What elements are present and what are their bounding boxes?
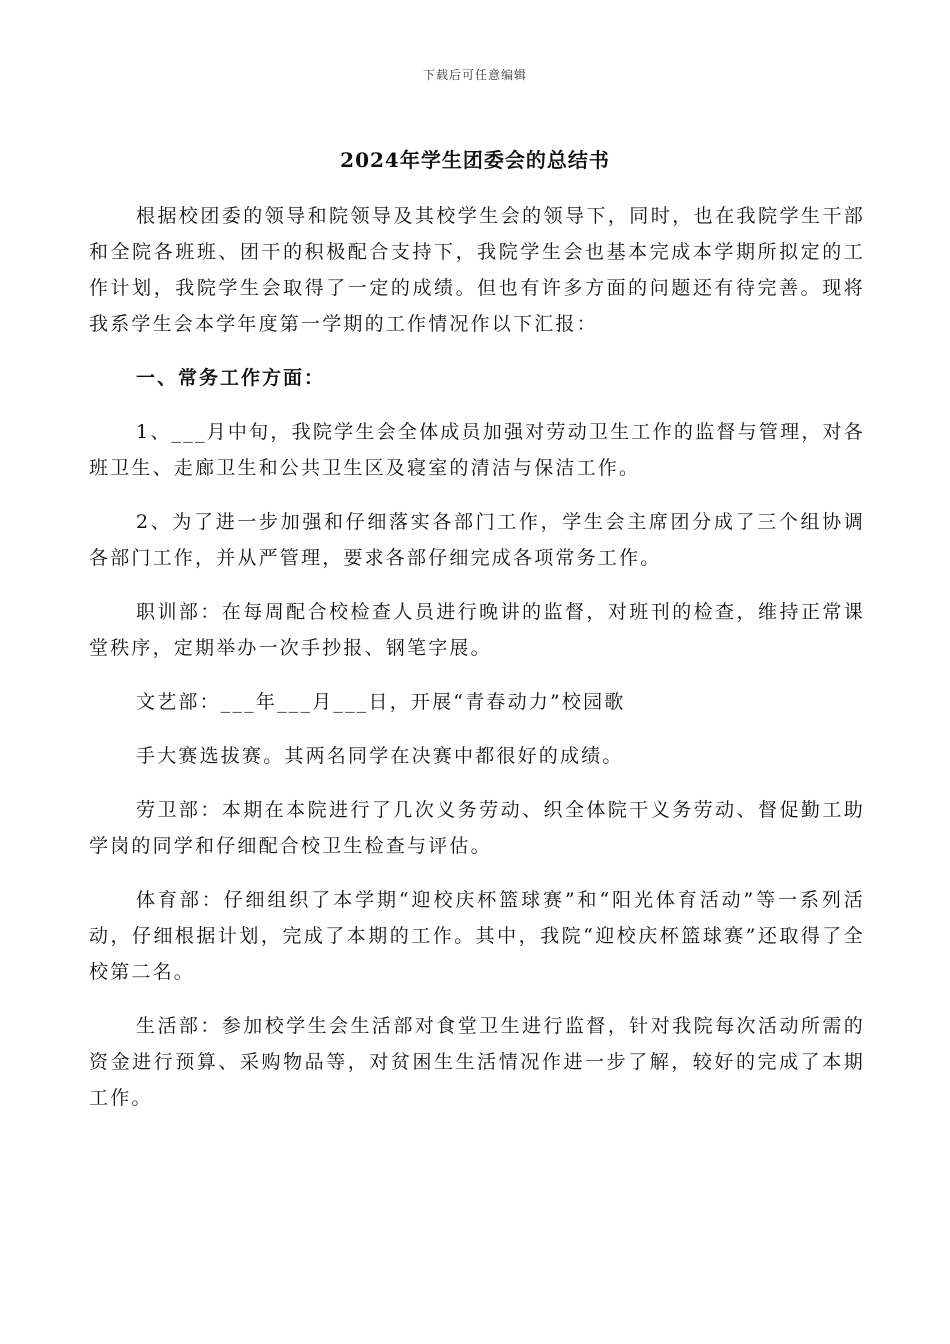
life-dept-paragraph: 生活部：参加校学生会生活部对食堂卫生进行监督，针对我院每次活动所需的资金进行预算、采购物品等，对贫困生生活情况作进一步了解，较好的完成了本期工作。 bbox=[89, 1015, 865, 1109]
document-body bbox=[89, 198, 865, 1134]
item-2-paragraph: 2、为了进一步加强和仔细落实各部门工作，学生会主席团分成了三个组协调各部门工作，并从严管理，要求各部仔细完成各项常务工作。 bbox=[89, 511, 865, 569]
item-1-paragraph: 1、___月中旬，我院学生会全体成员加强对劳动卫生工作的监督与管理，对各班卫生、走廊卫生和公共卫生区及寝室的清洁与保洁工作。 bbox=[89, 421, 865, 479]
sports-dept-paragraph: 体育部：仔细组织了本学期“迎校庆杯篮球赛”和“阳光体育活动”等一系列活动，仔细根据计划，完成了本期的工作。其中，我院“迎校庆杯篮球赛”还取得了全校第二名。 bbox=[89, 889, 865, 983]
header-note: 下载后可任意编辑 bbox=[422, 68, 527, 82]
training-dept-paragraph: 职训部：在每周配合校检查人员进行晚讲的监督，对班刊的检查，维持正常课堂秩序，定期举办一次手抄报、钢笔字展。 bbox=[89, 601, 865, 659]
document-title: 2024年学生团委会的总结书 bbox=[340, 148, 610, 172]
section-heading-routine-work: 一、常务工作方面： bbox=[136, 367, 326, 389]
arts-dept-continuation: 手大赛选拔赛。其两名同学在决赛中都很好的成绩。 bbox=[136, 745, 624, 767]
intro-paragraph: 根据校团委的领导和院领导及其校学生会的领导下，同时，也在我院学生干部和全院各班班、团干的积极配合支持下，我院学生会也基本完成本学期所拟定的工作计划，我院学生会取得了一定的成绩。但也有许多方面的问题还有待完善。现将我系学生会本学年度第一学期的工作情况作以下汇报： bbox=[89, 205, 865, 335]
arts-dept-paragraph: 文艺部：___年___月___日，开展“青春动力”校园歌 bbox=[136, 691, 626, 713]
labor-dept-paragraph: 劳卫部：本期在本院进行了几次义务劳动、织全体院干义务劳动、督促勤工助学岗的同学和仔细配合校卫生检查与评估。 bbox=[89, 799, 865, 857]
